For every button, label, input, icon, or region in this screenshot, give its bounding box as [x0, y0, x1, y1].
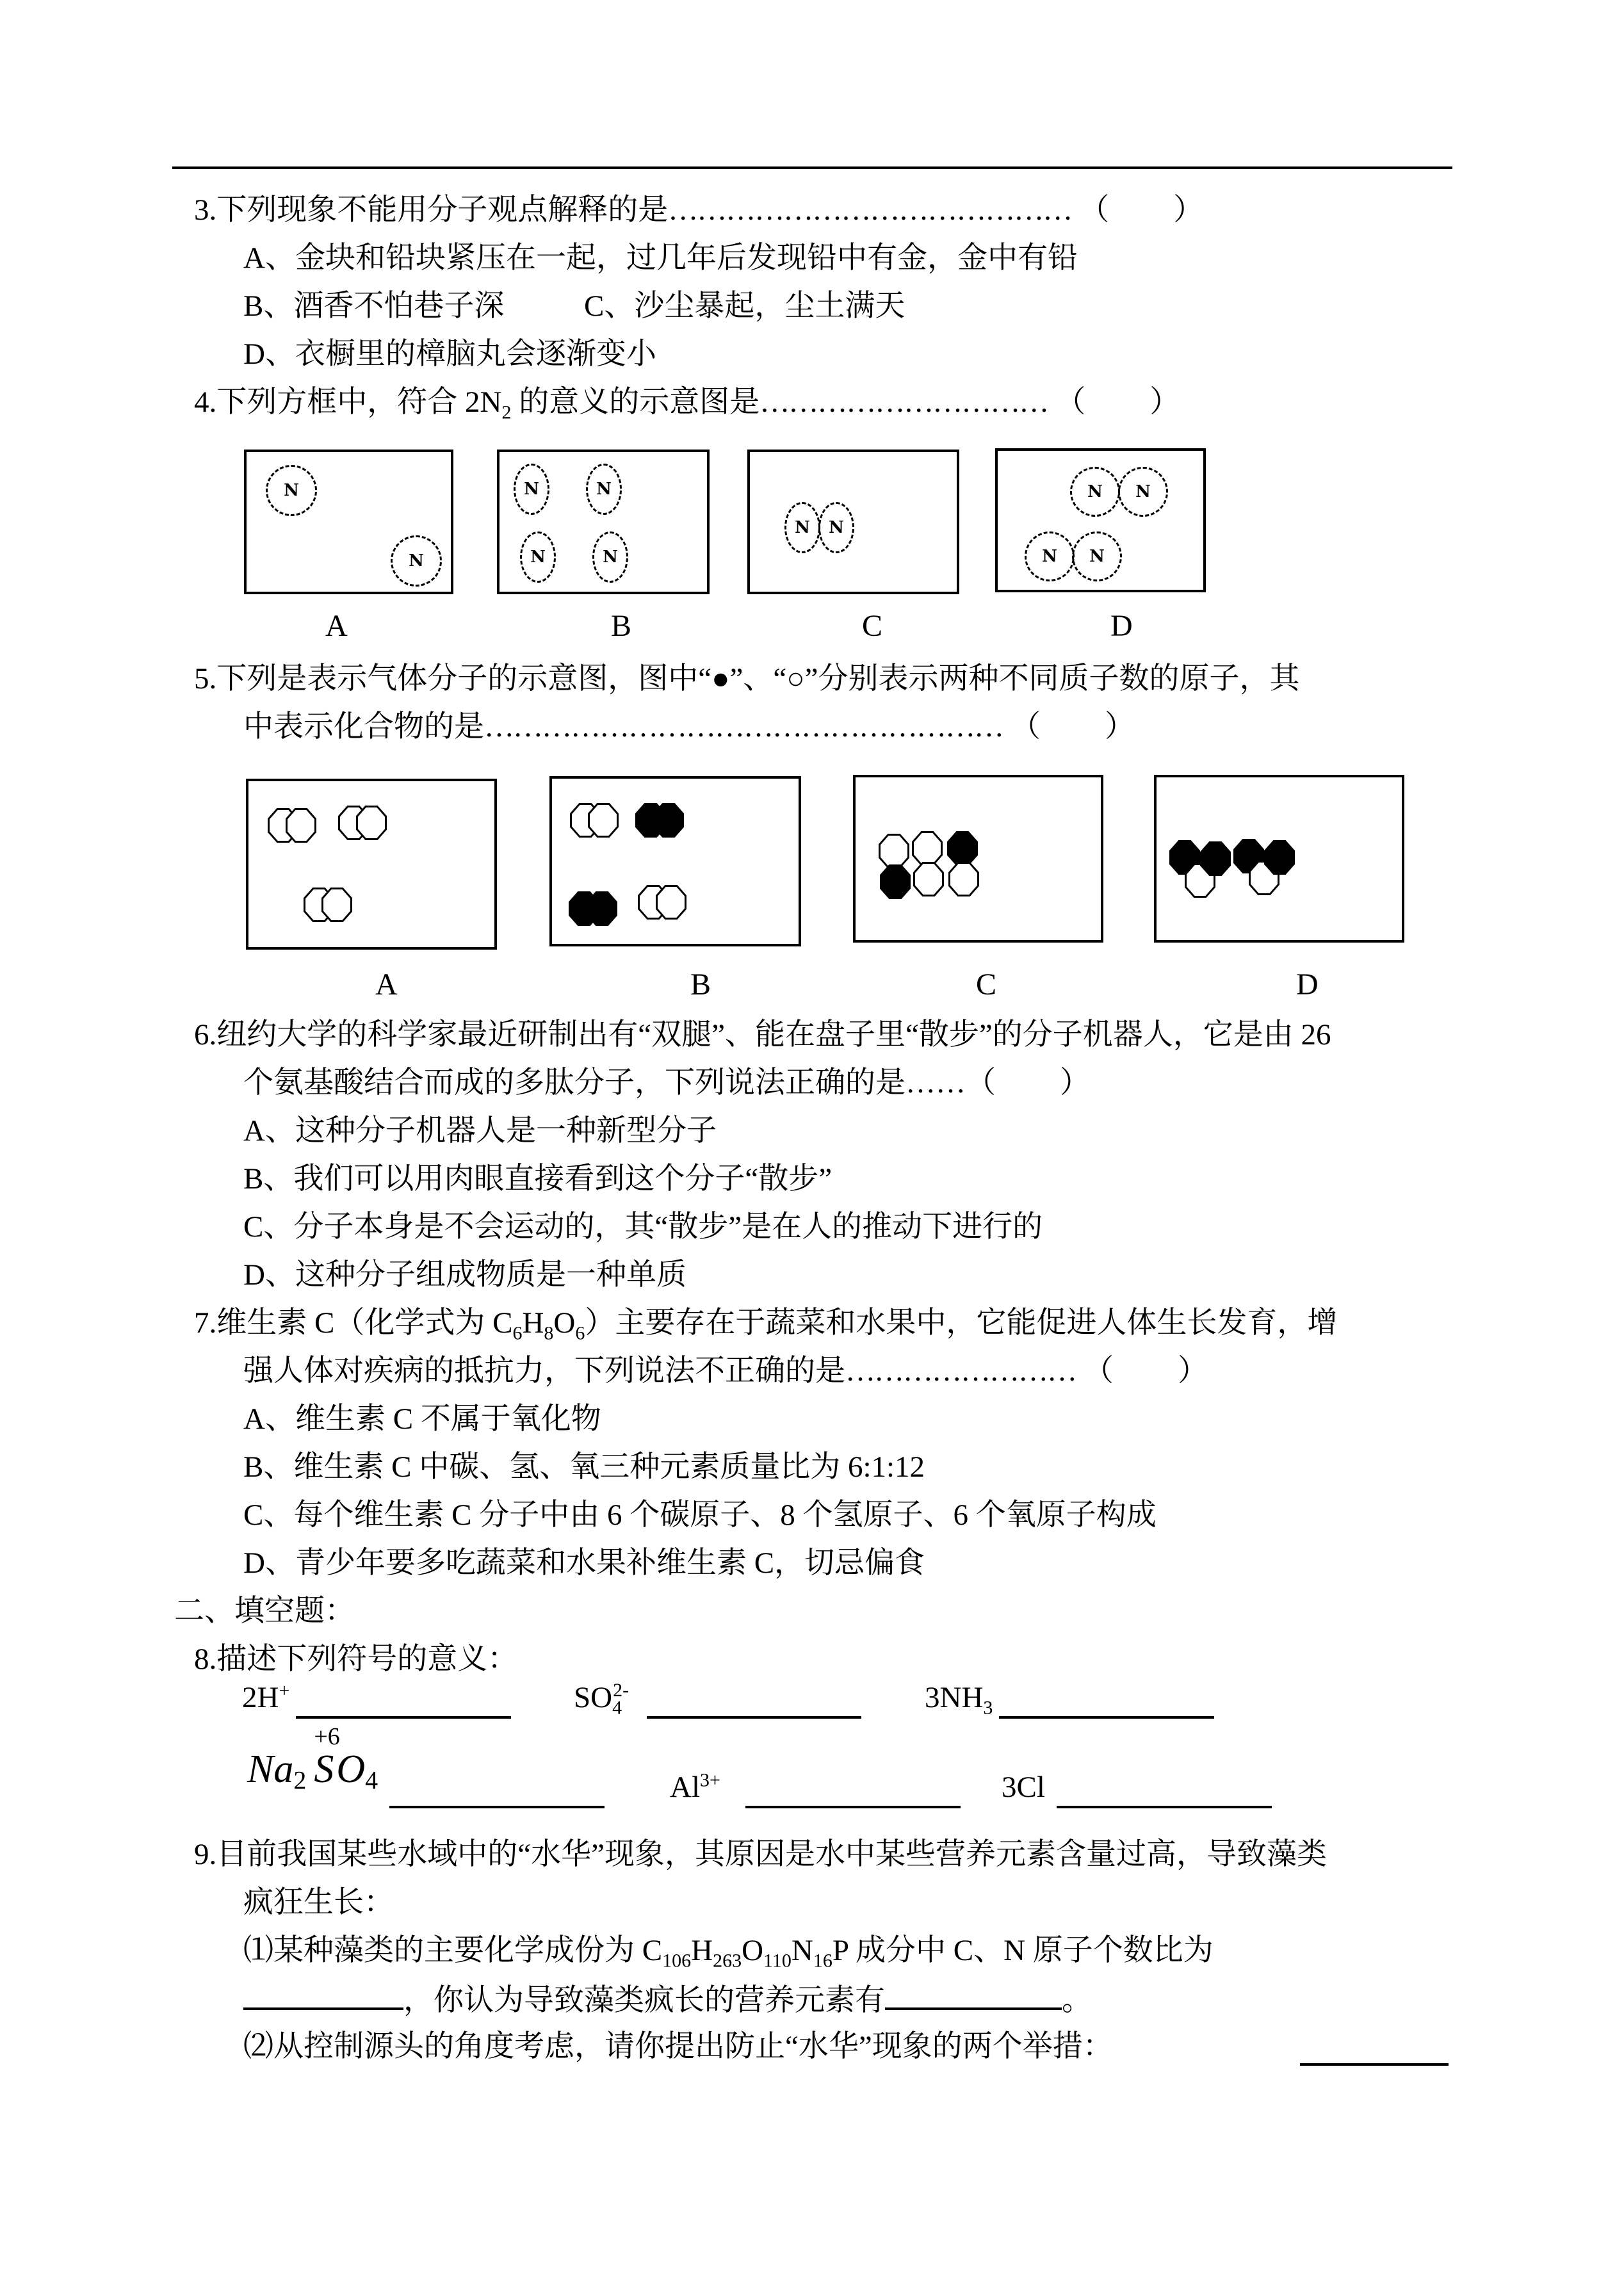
q3-option-d: D、衣橱里的樟脑丸会逐渐变小	[243, 337, 656, 371]
n-atom-icon: N	[1118, 467, 1168, 517]
q4-stem-post: 的意义的示意图是	[511, 385, 760, 419]
q8-blank-6[interactable]	[1057, 1806, 1272, 1808]
q8-symbol-al3: $Al^{3+}$	[670, 1769, 720, 1804]
q8-blank-4[interactable]	[389, 1806, 605, 1808]
q7-stem-line1	[194, 1304, 1337, 1342]
q7-option-c: C、每个维生素 C 分子中由 6 个碳原子、8 个氢原子、6 个氧原子构成	[243, 1498, 1157, 1532]
n-atom-icon: N	[266, 465, 317, 516]
q9-p1-end: 。	[1062, 1984, 1092, 2017]
q8-symbol-3cl: 3Cl	[1002, 1771, 1045, 1804]
q4-diagram-d	[995, 448, 1206, 592]
q9-p1-pre: ⑴某种藻类的主要化学成份为 C	[243, 1934, 663, 1967]
q5-paren-close: ）	[1105, 710, 1135, 743]
q9-part1-line2	[243, 1979, 1092, 2020]
q5-stem-line2	[243, 708, 1135, 746]
q6-option-b: B、我们可以用肉眼直接看到这个分子“散步”	[243, 1162, 832, 1196]
q4-label-d: D	[1110, 609, 1133, 643]
q7-stem-post: ）主要存在于蔬菜和水果中，它能促进人体生长发育，增	[585, 1306, 1338, 1340]
q9-blank-ratio[interactable]	[243, 1979, 403, 2010]
q3-stem	[194, 191, 1203, 229]
q7-sub: 6	[575, 1322, 585, 1344]
q7-mid: O	[553, 1306, 576, 1340]
black-atom-icon	[880, 864, 911, 899]
q9-blank-measures[interactable]	[1300, 2063, 1449, 2066]
white-atom-icon	[879, 834, 909, 868]
n-atom-icon: N	[784, 502, 820, 553]
q4-label-b: B	[611, 609, 632, 643]
q7-option-d: D、青少年要多吃蔬菜和水果补维生素 C，切忌偏食	[243, 1546, 925, 1580]
q8-stem: 8.描述下列符号的意义：	[194, 1642, 518, 1676]
q4-paren-close: ）	[1149, 385, 1180, 419]
q3-paren-close: ）	[1173, 193, 1204, 227]
n-atom-icon: N	[1025, 531, 1075, 581]
white-atom-icon	[913, 862, 944, 896]
n-atom-icon: N	[1070, 467, 1120, 517]
q8-symbol-so4: $SO_4^{2-}$	[574, 1680, 629, 1719]
q8-symbol-2h: 2H+	[242, 1680, 290, 1714]
q3-option-b: B、酒香不怕巷子深	[243, 289, 505, 323]
valence-label: +6	[314, 1723, 340, 1750]
q7-option-b: B、维生素 C 中碳、氢、氧三种元素质量比为 6:1:12	[243, 1450, 925, 1484]
q7-stem-pre: 7.维生素 C（化学式为 C	[194, 1306, 513, 1340]
q4-stem-pre: 4.下列方框中，符合 2N	[194, 385, 502, 419]
section-2-title: 二、填空题：	[174, 1594, 355, 1628]
header-rule	[172, 166, 1452, 169]
q7-stem-text: 强人体对疾病的抵抗力，下列说法不正确的是	[243, 1354, 845, 1388]
q5-paren-open: （	[1011, 710, 1041, 743]
q4-diagram-c	[747, 450, 959, 594]
q9-part1-line1: ⑴某种藻类的主要化学成份为 $C_{106}H_{263}O_{110}N_{16}P$ 成分中 C、N 原子个数比为	[243, 1934, 1214, 1972]
q7-mid: H	[522, 1306, 544, 1340]
q8-blank-2[interactable]	[647, 1716, 861, 1719]
n-atom-icon: N	[592, 531, 628, 583]
n-atom-icon: N	[818, 502, 854, 553]
q5-label-c: C	[976, 968, 997, 1002]
q7-sub: 6	[512, 1322, 523, 1344]
white-atom-icon	[912, 831, 943, 866]
q5-diagram-d	[1154, 775, 1404, 943]
q5-diagram-b	[549, 776, 801, 946]
q7-dots: ……………………	[845, 1354, 1076, 1388]
n-atom-icon: N	[514, 464, 549, 515]
q6-stem-line2	[243, 1064, 1090, 1102]
n-atom-icon: N	[1072, 531, 1122, 581]
q5-label-d: D	[1296, 968, 1319, 1002]
q9-part2	[243, 2027, 1113, 2066]
q7-sub: 8	[544, 1322, 554, 1344]
q4-dots: …………………………	[759, 385, 1048, 419]
white-atom-icon	[948, 862, 979, 896]
q8-blank-3[interactable]	[999, 1716, 1214, 1719]
q3-option-c: C、沙尘暴起，尘土满天	[584, 289, 905, 323]
n-atom-icon: N	[391, 535, 442, 587]
q8-symbol-na2so4: $Na_2$ +6 $SO_4$	[247, 1723, 378, 1795]
q5-stem-text: 中表示化合物的是	[243, 710, 484, 743]
q6-paren-open: （	[966, 1066, 996, 1099]
q8-blank-5[interactable]	[745, 1806, 961, 1808]
q5-diagram-a	[246, 779, 497, 950]
q5-diagram-c	[853, 775, 1103, 943]
q3-option-a: A、金块和铅块紧压在一起，过几年后发现铅中有金，金中有铅	[243, 241, 1078, 275]
q4-stem	[194, 383, 1180, 421]
q6-paren-close: ）	[1060, 1066, 1090, 1099]
q7-paren-open: （	[1084, 1354, 1114, 1388]
q7-stem-line2	[243, 1352, 1208, 1390]
q5-label-a: A	[375, 968, 398, 1002]
q4-stem-sub: 2	[501, 401, 512, 423]
q3-stem-text: 3.下列现象不能用分子观点解释的是	[194, 193, 669, 227]
q4-diagram-b	[497, 450, 710, 594]
q9-stem-line1: 9.目前我国某些水域中的“水华”现象，其原因是水中某些营养元素含量过高，导致藻类	[194, 1838, 1327, 1871]
q6-option-a: A、这种分子机器人是一种新型分子	[243, 1114, 717, 1148]
q4-paren-open: （	[1055, 385, 1086, 419]
q8-blank-1[interactable]	[296, 1716, 511, 1719]
q9-stem-line2: 疯狂生长：	[243, 1886, 394, 1919]
q5-stem-line1: 5.下列是表示气体分子的示意图，图中“●”、“○”分别表示两种不同质子数的原子，其	[194, 662, 1300, 695]
q6-option-d: D、这种分子组成物质是一种单质	[243, 1258, 686, 1292]
q5-dots: ………………………………………………	[484, 710, 1003, 743]
q7-paren-close: ）	[1178, 1354, 1208, 1388]
q6-stem-line1: 6.纽约大学的科学家最近研制出有“双腿”、能在盘子里“散步”的分子机器人，它是由 26	[194, 1018, 1331, 1051]
q4-label-a: A	[325, 609, 348, 643]
q8-symbol-3nh3: $3NH_3$	[925, 1681, 993, 1719]
black-atom-icon	[947, 831, 978, 866]
q9-p1-mid: ，你认为导致藻类疯长的营养元素有	[403, 1984, 885, 2017]
q6-stem-text: 个氨基酸结合而成的多肽分子，下列说法正确的是……	[243, 1066, 966, 1099]
q4-diagram-a	[244, 450, 453, 594]
q9-p2-text: ⑵从控制源头的角度考虑，请你提出防止“水华”现象的两个举措：	[243, 2030, 1113, 2063]
q9-p1-post: P 成分中 C、N 原子个数比为	[832, 1934, 1214, 1967]
n-atom-icon: N	[520, 531, 556, 583]
q3-dots: ……………………………………	[668, 193, 1072, 227]
q4-label-c: C	[862, 609, 883, 643]
n-atom-icon: N	[586, 464, 622, 515]
q7-option-a: A、维生素 C 不属于氧化物	[243, 1402, 601, 1436]
q3-paren-open: （	[1079, 193, 1110, 227]
q6-option-c: C、分子本身是不会运动的，其“散步”是在人的推动下进行的	[243, 1210, 1043, 1244]
q5-label-b: B	[690, 968, 711, 1002]
q9-blank-elements[interactable]	[885, 1979, 1062, 2010]
